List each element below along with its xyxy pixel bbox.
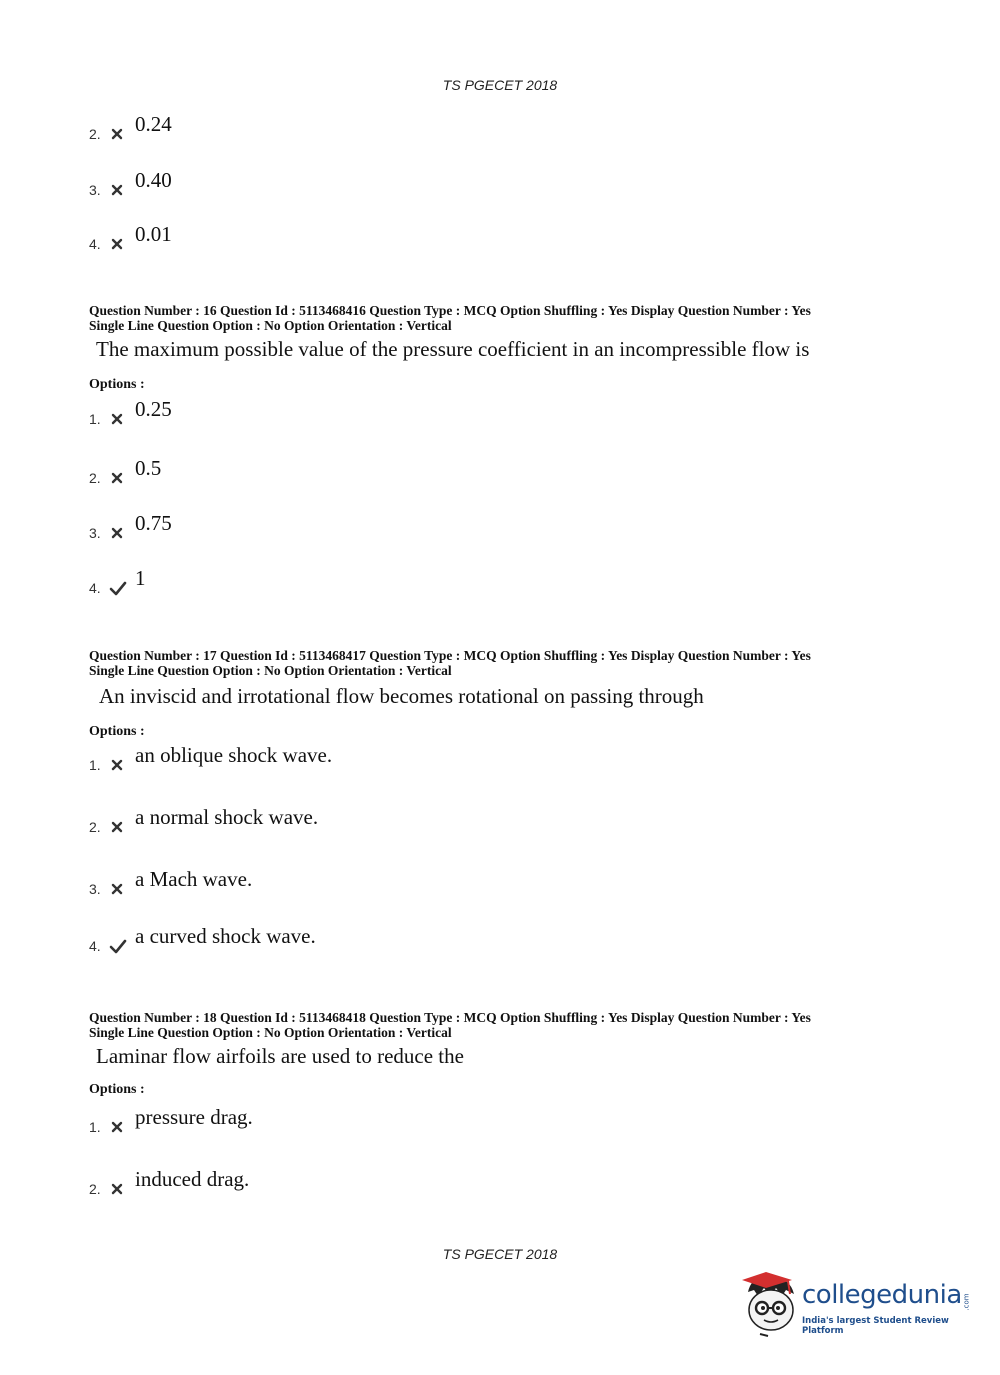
question-meta-line2: Single Line Question Option : No Option Orientation : Vertical <box>89 318 452 333</box>
option-text: 0.5 <box>135 456 162 480</box>
option-number: 3. <box>89 182 101 198</box>
option-number: 2. <box>89 470 101 486</box>
logo-suffix: .com <box>962 1293 971 1311</box>
option-number: 2. <box>89 1181 101 1197</box>
option-text: 0.25 <box>135 397 172 421</box>
options-label: Options : <box>89 377 145 392</box>
option-row <box>89 566 789 600</box>
options-label: Options : <box>89 1082 145 1097</box>
option-number: 1. <box>89 757 101 773</box>
cross-icon <box>109 1181 125 1197</box>
option-row <box>89 112 789 146</box>
page-footer: TS PGECET 2018 <box>442 1246 558 1262</box>
option-text: 0.75 <box>135 511 172 535</box>
question-text: Laminar flow airfoils are used to reduce the <box>96 1044 464 1068</box>
cross-icon <box>109 470 125 486</box>
logo-tagline: India's largest Student Review Platform <box>802 1316 949 1336</box>
option-text: a normal shock wave. <box>135 805 319 829</box>
option-row <box>89 1105 789 1139</box>
option-text: 0.40 <box>135 168 172 192</box>
option-number: 3. <box>89 525 101 541</box>
option-number: 4. <box>89 580 101 596</box>
cross-icon <box>109 411 125 427</box>
check-icon <box>109 580 125 596</box>
option-number: 3. <box>89 881 101 897</box>
question-meta-line2: Single Line Question Option : No Option Orientation : Vertical <box>89 1025 452 1040</box>
cross-icon <box>109 819 125 835</box>
question-text: An inviscid and irrotational flow becomes rotational on passing through <box>99 684 704 708</box>
question-meta-line1: Question Number : 17 Question Id : 5113468417 Question Type : MCQ Option Shuffling : Yes Display Question Number : Yes <box>89 648 811 663</box>
cross-icon <box>109 126 125 142</box>
option-text: an oblique shock wave. <box>135 743 333 767</box>
option-text: 0.24 <box>135 112 172 136</box>
option-number: 2. <box>89 126 101 142</box>
option-number: 1. <box>89 411 101 427</box>
option-row <box>89 511 789 545</box>
page-header: TS PGECET 2018 <box>442 77 558 93</box>
option-row <box>89 924 789 958</box>
option-number: 1. <box>89 1119 101 1135</box>
cross-icon <box>109 881 125 897</box>
option-row <box>89 805 789 839</box>
collegedunia-logo <box>742 1270 972 1340</box>
option-row <box>89 1167 789 1201</box>
options-label: Options : <box>89 724 145 739</box>
option-text: pressure drag. <box>135 1105 253 1129</box>
cross-icon <box>109 182 125 198</box>
question-text: The maximum possible value of the pressure coefficient in an incompressible flow is <box>96 337 810 361</box>
option-row <box>89 743 789 777</box>
option-text: induced drag. <box>135 1167 250 1191</box>
question-meta-line1: Question Number : 16 Question Id : 5113468416 Question Type : MCQ Option Shuffling : Yes Display Question Number : Yes <box>89 303 811 318</box>
mascot-icon <box>742 1270 800 1338</box>
cross-icon <box>109 525 125 541</box>
option-row <box>89 168 789 202</box>
check-icon <box>109 938 125 954</box>
cross-icon <box>109 757 125 773</box>
option-number: 4. <box>89 236 101 252</box>
option-text: 1 <box>135 566 146 590</box>
question-meta-line1: Question Number : 18 Question Id : 5113468418 Question Type : MCQ Option Shuffling : Yes Display Question Number : Yes <box>89 1010 811 1025</box>
option-text: a Mach wave. <box>135 867 253 891</box>
option-row <box>89 867 789 901</box>
option-text: 0.01 <box>135 222 172 246</box>
option-row <box>89 397 789 431</box>
option-row <box>89 456 789 490</box>
option-number: 4. <box>89 938 101 954</box>
option-number: 2. <box>89 819 101 835</box>
logo-wordmark: collegedunia <box>802 1280 962 1310</box>
question-meta-line2: Single Line Question Option : No Option Orientation : Vertical <box>89 663 452 678</box>
cross-icon <box>109 1119 125 1135</box>
option-text: a curved shock wave. <box>135 924 316 948</box>
cross-icon <box>109 236 125 252</box>
option-row <box>89 222 789 256</box>
